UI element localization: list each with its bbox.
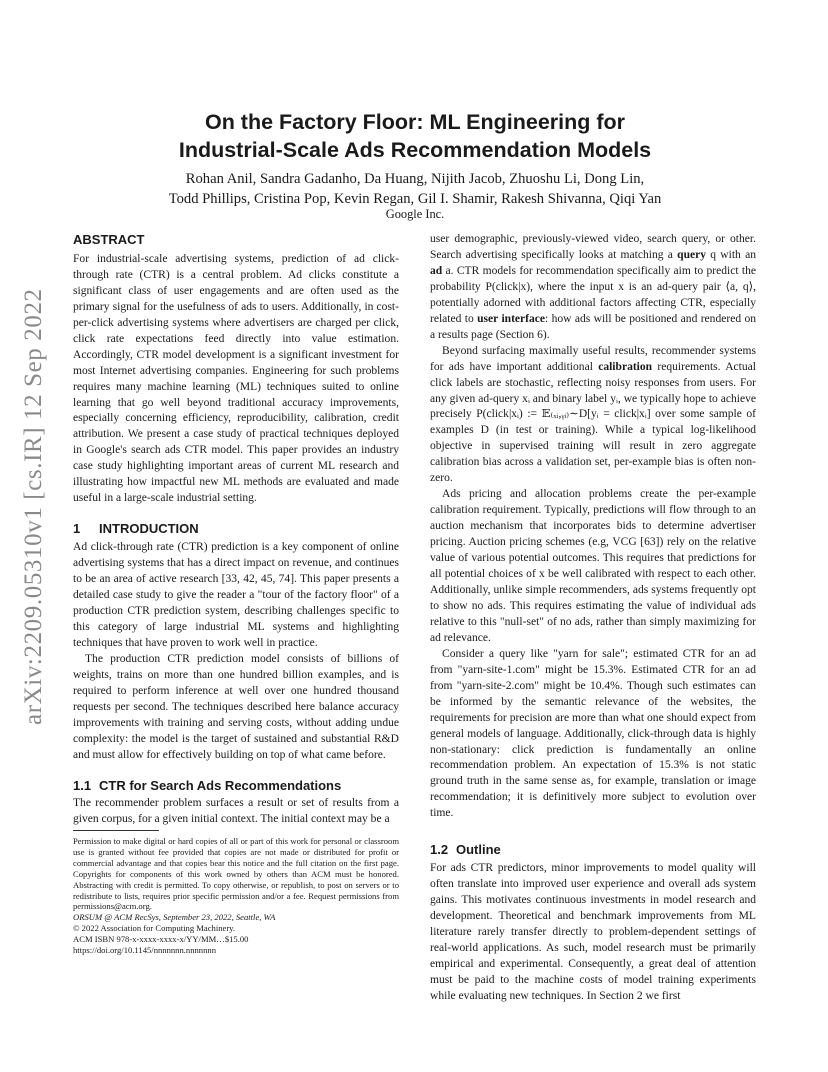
- author-list: [90, 170, 740, 209]
- right-paragraph-0: [430, 232, 756, 344]
- footnote-doi: https://doi.org/10.1145/nnnnnnn.nnnnnnn: [73, 945, 216, 956]
- right-paragraph-2: Ads pricing and allocation problems create the per-example calibration requirement. Typically, predictions will flow through to an auction mechanism that incorporates bids to determine advertiser pricing. Auction pricing schemes (e.g, VCG [63]) rely on the relative value of various potential outcomes. This requires that predictions for all potential choices of x be well calibrated with respect to each other. Additionally, unlike simple recommenders, ads systems frequently opt to show no ads. This requires estimating the value of individual ads relative to this "null-set" of no ads, rather than simply maximizing for ad relevance.: [430, 488, 756, 644]
- text-run: q with an: [706, 248, 756, 261]
- bold-term: ad: [430, 264, 443, 277]
- title-line-1: On the Factory Floor: ML Engineering for: [204, 110, 626, 134]
- footnote: [73, 836, 399, 956]
- footnote-copyright: © 2022 Association for Computing Machinery.: [73, 923, 236, 934]
- footnote-permission: Permission to make digital or hard copies of all or part of this work for personal or classroom use is granted without fee provided that copies are not made or distributed for profit or commercial advantage and that copies bear this notice and the full citation on the first page. Copyrights for components of this work owned by others than ACM must be honored. Abstracting with credit is permitted. To copy otherwise, or republish, to post on servers or to redistribute to lists, requires prior specific permission and/or a fee. Request permissions from permissions@acm.org.: [73, 836, 399, 912]
- sec11-paragraph-1: The recommender problem surfaces a result or set of results from a given corpus, for a given initial context. The initial context may be a: [73, 797, 399, 826]
- text-run: Beyond surfacing maximally useful results, recommender systems for ads have important additional: [430, 344, 756, 373]
- text-run: user demographic, previously-viewed video, search query, or other. Search advertising specifically looks at matching a: [430, 233, 756, 261]
- authors-line-2: Todd Phillips, Cristina Pop, Kevin Regan, Gil I. Shamir, Rakesh Shivanna, Qiqi Yan: [168, 190, 662, 207]
- intro-paragraph-2: The production CTR prediction model consists of billions of weights, trains on more than one hundred billion examples, and is required to perform inference at well over one hundred thousand requests per second. The techniques described here balance accuracy improvements with training and serving costs, without adding undue complexity: the model is the target of sustained and substantial R&D and must allow for effectively building on top of what came before.: [73, 652, 399, 761]
- affiliation: Google Inc.: [385, 207, 445, 221]
- section-title: INTRODUCTION: [99, 521, 199, 537]
- bold-term: calibration: [598, 360, 653, 373]
- footnote-venue: ORSUM @ ACM RecSys, September 23, 2022, Seattle, WA: [73, 912, 276, 923]
- text-run: : how ads will be positioned and rendered on a results page (Section 6).: [430, 312, 756, 341]
- footnote-rule: [73, 830, 159, 831]
- section-number: 1: [73, 521, 81, 537]
- title-line-2: Industrial-Scale Ads Recommendation Models: [178, 138, 652, 162]
- abstract-heading: ABSTRACT: [73, 232, 145, 247]
- left-column: [73, 232, 399, 828]
- abstract-text: For industrial-scale advertising systems, prediction of ad click-through rate (CTR) is a central problem. Ad clicks constitute a significant class of user engagements and are often used as the primary signal for the usefulness of ads to users. Additionally, in cost-per-click advertising systems where advertisers are charged per click, click rate expectations feed directly into value estimation. Accordingly, CTR model development is a significant investment for most Internet advertising companies. Engineering for such problems requires many machine learning (ML) techniques suited to online learning that go well beyond traditional accuracy improvements, especially concerning efficiency, reproducibility, calibration, credit attribution. We present a case study of practical techniques deployed in Google's search ads CTR model. This paper provides an industry case study highlighting important areas of current ML research and illustrating how impactful new ML methods are evaluated and made useful in a large-scale industrial setting.: [73, 252, 399, 505]
- right-paragraph-3: Consider a query like "yarn for sale"; estimated CTR for an ad from "yarn-site-1.com" might be 15.3%. Estimated CTR for an ad from "yarn-site-2.com" might be 10.4%. Though such estimates can be informed by the semantic relevance of the websites, the requirements for precision are more than what one should expect from general models of language. Additionally, click-through data is highly non-stationary: click prediction is fundamentally an online recommendation problem. An expectation of 15.3% is not static ground truth in the same sense as, for example, translation or image recommendation; it is definitively more subject to evolution over time.: [430, 647, 756, 820]
- right-paragraph-1: [430, 344, 756, 488]
- intro-paragraph-1: Ad click-through rate (CTR) prediction is a key component of online advertising systems that has a direct impact on revenue, and continues to be an area of active research [33, 42, 45, 74]. This paper presents a detailed case study to give the reader a "tour of the factory floor" of a production CTR prediction system, describing challenges specific to this category of large industrial ML systems and highlighting techniques that have proven to work well in practice.: [73, 541, 399, 649]
- sec12-paragraph-1: For ads CTR predictors, minor improvements to model quality will often translate into improved user experience and overall ads system gains. This motivates continuous investments in model research and development. Theoretical and benchmark improvements from ML literature rarely transfer directly to problem-dependent settings of real-world applications. As such, model research must be primarily empirical and experimental. Consequently, a great deal of attention must be paid to the machine costs of model training experiments while evaluating new techniques. In Section 2 we first: [430, 862, 756, 1002]
- section-1-1-heading: [73, 778, 399, 794]
- section-number: 1.2: [430, 842, 449, 858]
- text-run: a. CTR models for recommendation specifically aim to predict the probability P(click|x), where the input x is an ad-query pair ⟨a, q⟩, potentially adorned with additional factors affecting CTR, especially related to: [430, 264, 756, 325]
- right-column: [430, 232, 756, 1005]
- text-run: requirements. Actual click labels are stochastic, reflecting noisy responses from users. For any given ad-query xᵢ and binary label yᵢ, we typically hope to achieve precisely P(click|xᵢ) := 𝔼₍ₓᵢ,ᵧᵢ₎∼D[yᵢ = click|xᵢ] over some sample of examples D (in test or training). While a typical log-likelihood objective in supervised training will result in zero aggregate calibration bias across a validation set, per-example bias is often non-zero.: [430, 360, 756, 485]
- authors-line-1: Rohan Anil, Sandra Gadanho, Da Huang, Nijith Jacob, Zhuoshu Li, Dong Lin,: [185, 171, 645, 187]
- bold-term: query: [677, 248, 707, 261]
- bold-term: user interface: [477, 312, 546, 325]
- section-1-2-heading: [430, 842, 756, 858]
- section-number: 1.1: [73, 777, 92, 793]
- section-title: Outline: [456, 842, 501, 858]
- footnote-isbn: ACM ISBN 978-x-xxxx-xxxx-x/YY/MM…$15.00: [73, 934, 249, 945]
- section-1-heading: [73, 521, 399, 537]
- section-title: CTR for Search Ads Recommendations: [99, 777, 342, 793]
- arxiv-stamp: arXiv:2209.05310v1 [cs.IR] 12 Sep 2022: [20, 288, 47, 725]
- paper-title: [100, 108, 730, 164]
